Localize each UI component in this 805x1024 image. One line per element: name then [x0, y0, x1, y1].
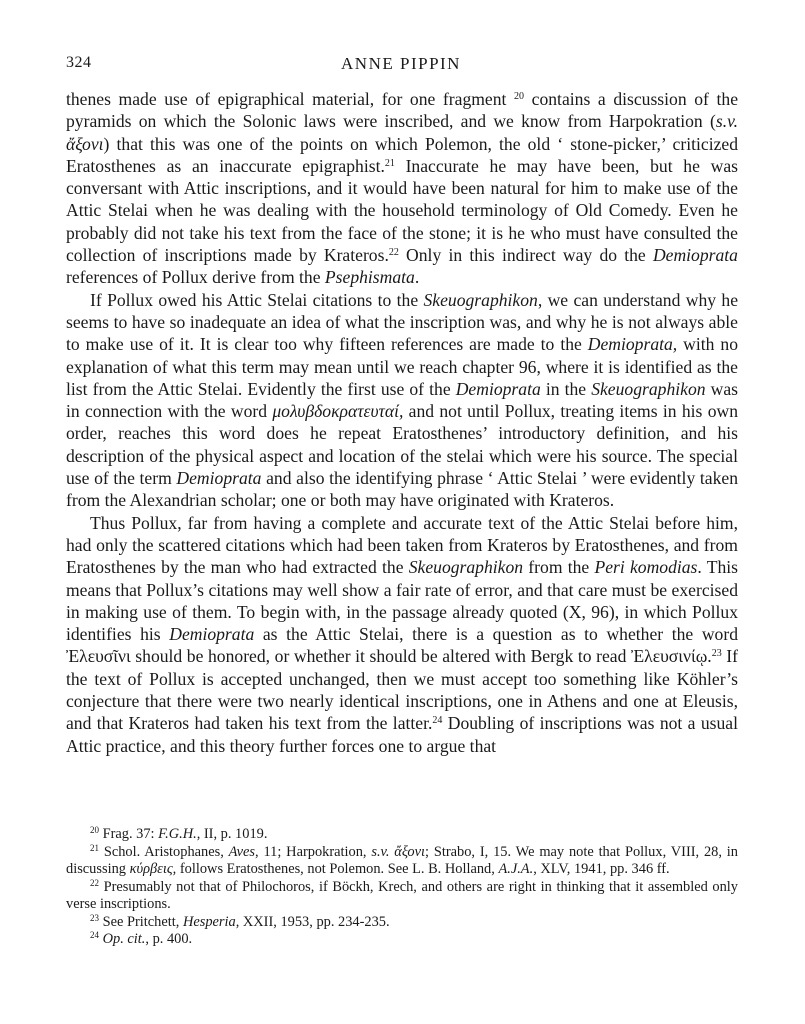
- italic-term: Demioprata: [455, 378, 541, 399]
- paragraph-2: [66, 289, 738, 512]
- text-run: , XXII, 1953, pp. 234-235.: [235, 913, 390, 930]
- footnote-ref-23: 23: [711, 648, 722, 660]
- italic-term: Skeuographikon: [423, 289, 538, 310]
- italic-term: s.v. ἄξονι: [66, 111, 738, 154]
- footnote-20: [66, 826, 738, 844]
- text-run: , we can understand why he seems to have so inadequate an idea of what the inscription was, and why he is not always able to make use of it. It is clear too why fifteen references are made to the: [66, 289, 739, 355]
- text-run: Thus Pollux, far from having a complete and accurate text of the Attic Stelai before him, had only the scattered citations which had been taken from Krateros by Eratosthenes, and from Eratosthenes by the man who had extracted the: [66, 512, 738, 578]
- footnote-marker: 23: [90, 912, 99, 923]
- text-run: should be honored, or whether it should be altered with Bergk to read: [130, 646, 631, 667]
- text-run: as the Attic Stelai, there is a question as to whether the word: [254, 624, 738, 645]
- text-run: from the: [523, 557, 595, 578]
- text-run: ) that this was one of the points on which Polemon, the old ‘ stone-picker,’ criticized Eratosthenes as an inaccurate epigraphist.: [66, 133, 738, 176]
- footnote-21: [66, 844, 738, 879]
- italic-term: Hesperia: [182, 913, 236, 930]
- footnote-ref-20: 20: [514, 91, 525, 102]
- italic-term: Skeuographikon: [408, 557, 524, 578]
- footnote-marker: 24: [90, 930, 99, 940]
- text-run: Doubling of inscriptions was not a usual Attic practice, and this theory further forces one to argue that: [66, 713, 739, 756]
- italic-term: Peri komodias: [594, 557, 698, 578]
- italic-term: Demioprata,: [587, 334, 678, 355]
- text-run: with no explanation of what this term may mean until we reach chapter 96, where it is identified as the list from the Attic Stelai. Evidently the first use of the: [66, 334, 739, 399]
- page-number: 324: [66, 54, 92, 71]
- footnote-ref-21: 21: [384, 157, 395, 169]
- footnote-24: [66, 931, 738, 949]
- text-run: , XLV, 1941, pp. 346 ff.: [533, 861, 670, 877]
- italic-term: Psephismata: [324, 267, 415, 288]
- text-run: .: [414, 267, 420, 288]
- text-run: If the text of Pollux is accepted unchanged, then we must accept too something like Köhler’s conjecture that there were two nearly identical inscriptions, one in Athens and one at Eleusis, and that Krateros had taken his text from the latter.: [66, 646, 738, 734]
- text-run: If Pollux owed his Attic Stelai citations to the: [90, 289, 424, 310]
- text-run: Schol. Aristophanes,: [99, 843, 229, 860]
- footnote-ref-24: 24: [432, 715, 443, 727]
- running-head-author: ANNE PIPPIN: [341, 54, 461, 73]
- italic-term: Demioprata: [652, 245, 738, 266]
- footnote-marker: 22: [90, 877, 99, 888]
- text-run: Inaccurate he may have been, but he was conversant with Attic inscriptions, and it would have been natural for him to make use of the Attic Stelai when he was dealing with the household terminology of Old Comedy. Even he probably did not take his text from the face of the stone; it is he who must have consulted the collection of inscriptions made by Krateros.: [66, 155, 738, 266]
- text-run: thenes made use of epigraphical material, for one fragment: [66, 89, 515, 109]
- running-head: [66, 50, 736, 76]
- greek-term: Ἐλευσινίῳ.: [631, 646, 712, 667]
- text-run: contains a discussion of the pyramids on which the Solonic laws were inscribed, and we know from Harpokration (: [66, 89, 738, 132]
- italic-term: s.v. ἄξονι: [371, 843, 425, 860]
- italic-term: Op. cit.: [102, 931, 146, 947]
- text-run: references of Pollux derive from the: [66, 267, 325, 288]
- text-run: and not until Pollux, treating items in his own order, reaches this word does he repeat Eratosthenes’ introductory definition, and his description of the physical aspect and location of the stelai which were his source. The special use of the term: [66, 401, 738, 489]
- body-text: [66, 88, 738, 757]
- footnotes: [66, 826, 738, 949]
- text-run: Frag. 37:: [99, 826, 159, 842]
- italic-term: F.G.H.: [158, 826, 197, 842]
- text-run: follows Eratosthenes, not Polemon. See L. B. Holland,: [176, 861, 499, 877]
- footnote-marker: 20: [90, 825, 99, 835]
- text-run: Presumably not that of Philochoros, if Böckh, Krech, and others are right in thinking that it assembled only verse inscriptions.: [66, 878, 738, 912]
- footnote-23: [66, 914, 738, 932]
- italic-term: Demioprata: [176, 468, 262, 489]
- italic-term: Aves: [228, 843, 256, 860]
- text-run: Only in this indirect way do the: [398, 245, 653, 266]
- text-run: in the: [540, 378, 592, 399]
- text-run: and also the identifying phrase ‘ Attic Stelai ’ were evidently taken from the Alexandrian scholar; one or both may have originated with Krateros.: [66, 468, 738, 511]
- text-run: See Pritchett,: [99, 913, 183, 930]
- italic-term: Skeuographikon: [591, 378, 706, 399]
- italic-term: Demioprata: [169, 624, 255, 645]
- italic-term: A.J.A.: [498, 861, 534, 877]
- greek-term: κύρβεις,: [129, 861, 177, 877]
- greek-term: Ἐλευσῖνι: [66, 646, 131, 667]
- text-run: , p. 400.: [145, 931, 193, 947]
- text-run: ; Strabo, I, 15. We may note that Pollux, VIII, 28, in discussing: [66, 843, 738, 877]
- footnote-ref-22: 22: [388, 247, 399, 259]
- text-run: , II, p. 1019.: [196, 826, 268, 842]
- greek-term: μολυβδοκρατευταί,: [272, 401, 404, 422]
- footnote-22: [66, 879, 738, 914]
- footnote-marker: 21: [90, 842, 99, 853]
- paragraph-1: [66, 88, 738, 289]
- text-run: was in connection with the word: [66, 378, 738, 422]
- paragraph-3: [66, 512, 738, 757]
- text-run: . This means that Pollux’s citations may well show a fair rate of error, and that care must be exercised in making use of them. To begin with, in the passage already quoted (X, 96), in which Pollux identifies his: [66, 557, 738, 645]
- text-run: , 11; Harpokration,: [255, 843, 372, 860]
